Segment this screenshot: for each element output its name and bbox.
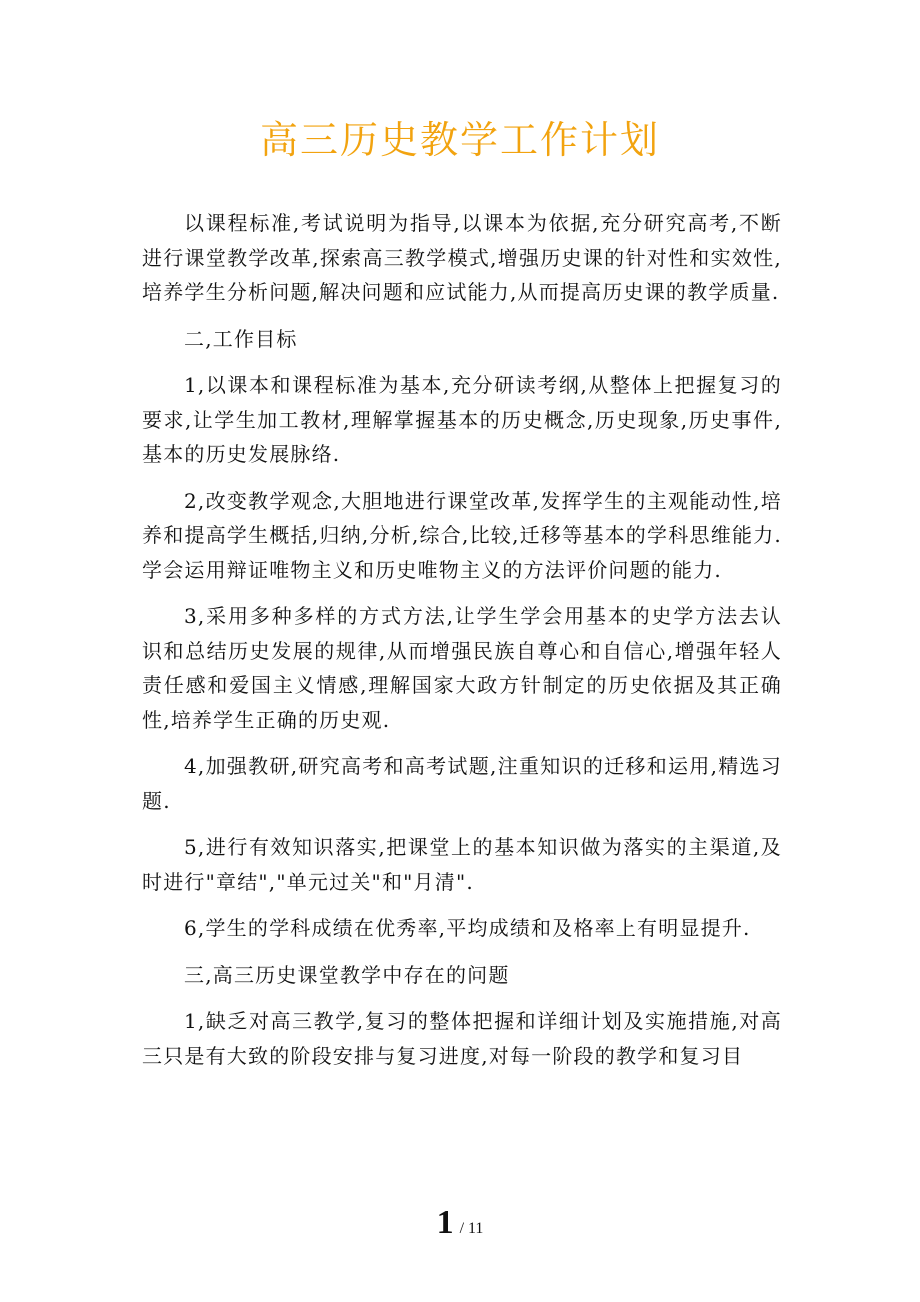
page-separator: / [459, 1220, 465, 1237]
paragraph-problem-1: 1,缺乏对高三教学,复习的整体把握和详细计划及实施措施,对高三只是有大致的阶段安排与复习进度,对每一阶段的教学和复习目 [142, 1009, 782, 1068]
heading-problems: 三,高三历史课堂教学中存在的问题 [184, 962, 510, 987]
paragraph-goal-2: 2,改变教学观念,大胆地进行课堂改革,发挥学生的主观能动性,培养和提高学生概括,归纳,分析,综合,比较,迁移等基本的学科思维能力.学会运用辩证唯物主义和历史唯物主义的方法评价问题的能力. [142, 488, 782, 582]
document-title: 高三历史教学工作计划 [259, 118, 660, 162]
page-number-footer [0, 1204, 920, 1242]
paragraph-goal-5: 5,进行有效知识落实,把课堂上的基本知识做为落实的主渠道,及时进行"章结","单元过关"和"月清". [142, 835, 782, 894]
paragraph-goal-3: 3,采用多种多样的方式方法,让学生学会用基本的史学方法去认识和总结历史发展的规律,从而增强民族自尊心和自信心,增强年轻人责任感和爱国主义情感,理解国家大政方针制定的历史依据及其正确性,培养学生正确的历史观. [142, 604, 782, 732]
paragraph-goal-1: 1,以课本和课程标准为基本,充分研读考纲,从整体上把握复习的要求,让学生加工教材,理解掌握基本的历史概念,历史现象,历史事件,基本的历史发展脉络. [142, 373, 782, 466]
current-page-number: 1 [436, 1204, 454, 1241]
paragraph-goal-6: 6,学生的学科成绩在优秀率,平均成绩和及格率上有明显提升. [184, 916, 751, 940]
paragraph-intro: 以课程标准,考试说明为指导,以课本为依据,充分研究高考,不断进行课堂教学改革,探索高三教学模式,增强历史课的针对性和实效性,培养学生分析问题,解决问题和应试能力,从而提高历史课的教学质量. [142, 211, 782, 304]
document-body [142, 206, 782, 1085]
heading-work-goals: 二,工作目标 [184, 326, 298, 351]
total-pages: 11 [468, 1220, 484, 1237]
paragraph-goal-4: 4,加强教研,研究高考和高考试题,注重知识的迁移和运用,精选习题. [142, 754, 782, 813]
